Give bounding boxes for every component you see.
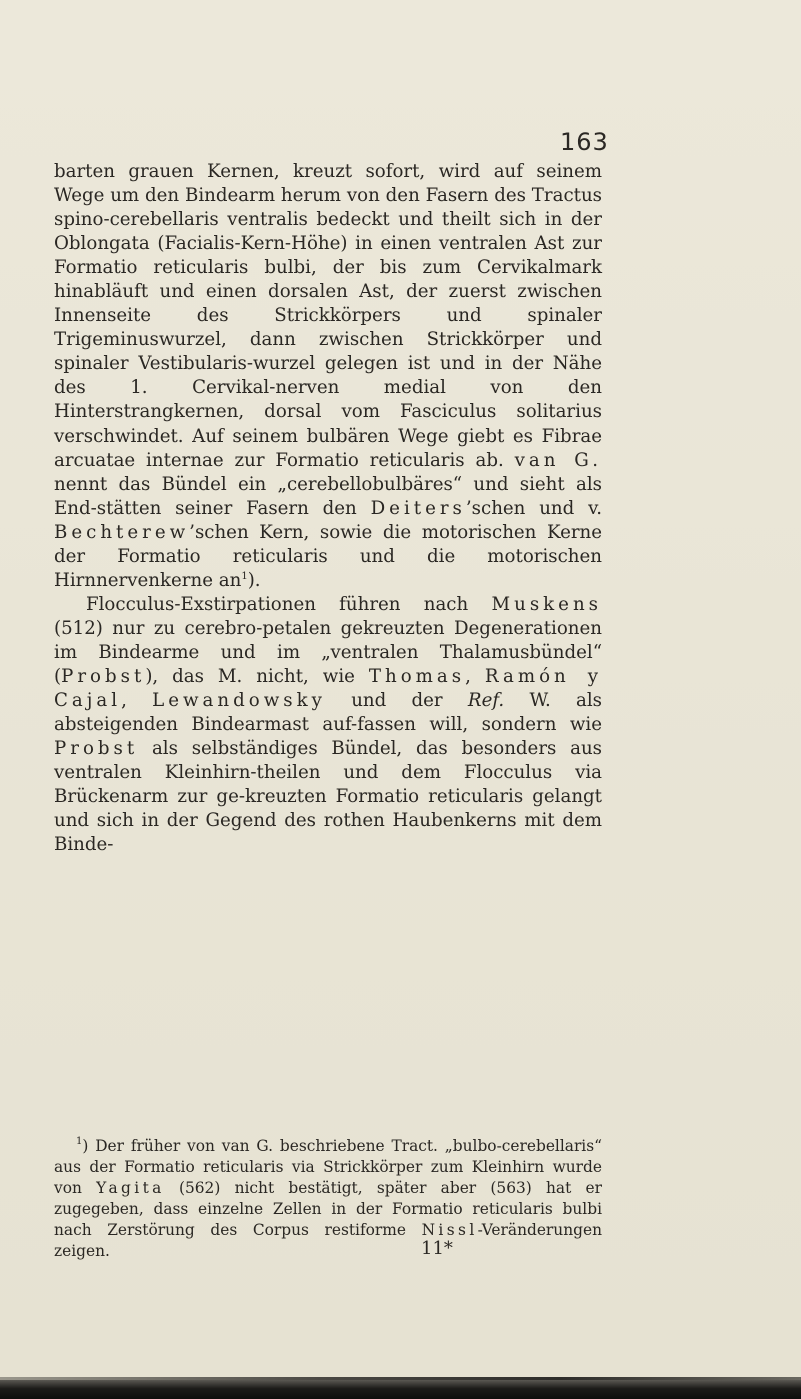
text-run: ), das M. nicht, wie (145, 665, 369, 687)
footnote-marker: 1 (76, 1136, 83, 1147)
paragraph-2 (54, 593, 602, 858)
text-run: , (465, 665, 485, 687)
author-name: Deiters (370, 497, 466, 519)
author-name: Muskens (491, 593, 602, 615)
text-run: Flocculus-Exstirpationen führen nach (86, 593, 492, 615)
text-run: (512) nur zu cerebro-petalen gekreuzten Degenerationen im Bindearme und im „ventralen Thalamusbündel“ ( (54, 617, 602, 687)
author-name: Nissl (421, 1221, 478, 1239)
page-number: 163 (560, 128, 609, 156)
text-run: nennt das Bündel ein „cerebellobulbäres“ und sieht als End-stätten seiner Fasern den (54, 473, 602, 519)
paragraph-1 (54, 160, 602, 593)
footnote-ref: 1 (241, 570, 248, 582)
text-run: -Veränderungen zeigen. (54, 1221, 602, 1260)
footnote-text (54, 1136, 602, 1262)
signature-mark: 11* (421, 1238, 453, 1259)
author-name: Probst (61, 665, 146, 687)
author-name: Ramón y Cajal (54, 665, 602, 712)
text-run: als selbständiges Bündel, das besonders aus ventralen Kleinhirn-theilen und dem Flocculus via Brückenarm zur ge-kreuzten Formatio reticularis gelangt und sich in der Gegend des rothen Haubenkerns mit dem Binde- (54, 738, 602, 856)
text-run: ). (247, 569, 261, 591)
footnote (54, 1136, 602, 1262)
author-name: Yagita (96, 1179, 165, 1197)
scan-edge-bar (0, 1380, 801, 1399)
author-name: Lewandowsky (152, 690, 326, 712)
text-run: ’schen Kern, sowie die motorischen Kerne der Formatio reticularis und die motorischen Hirnnervenkerne an (54, 521, 602, 591)
text-run: ’schen und v. (465, 497, 602, 519)
text-run: W. als absteigenden Bindearmast auf-fassen will, sondern wie (54, 690, 602, 736)
main-text (54, 160, 602, 857)
text-run: , (121, 690, 153, 712)
author-name: Bechterew (54, 521, 190, 543)
author-name: Probst (54, 738, 139, 760)
text-run: und der (325, 690, 468, 712)
reference-abbrev: Ref. (467, 690, 505, 712)
author-name: van G. (514, 449, 602, 471)
text-run: barten grauen Kernen, kreuzt sofort, wird auf seinem Wege um den Bindearm herum von den Fasern des Tractus spino-cerebellaris ventralis bedeckt und theilt sich in der Oblongata (Facialis-Kern-Höhe) in einen ventralen Ast zur Formatio reticularis bulbi, der bis zum Cervikalmark hinabläuft und einen dorsalen Ast, der zuerst zwischen Innenseite des Strickkörpers und spinaler Trigeminuswurzel, dann zwischen Strickkörper und spinaler Vestibularis-wurzel gelegen ist und in der Nähe des 1. Cervikal-nerven medial von den Hinterstrangkernen, dorsal vom Fasciculus solitarius verschwindet. Auf seinem bulbären Wege giebt es Fibrae arcuatae internae zur Formatio reticularis ab. (54, 161, 602, 471)
text-run: (562) nicht bestätigt, später aber (563) hat er zugegeben, dass einzelne Zellen in der Formatio reticularis bulbi nach Zerstörung des Corpus restiforme (54, 1179, 602, 1239)
author-name: Thomas (368, 665, 466, 687)
text-run: ) Der früher von van G. beschriebene Tract. „bulbo-cerebellaris“ aus der Formatio reticularis via Strickkörper zum Kleinhirn wurde von (54, 1137, 602, 1197)
